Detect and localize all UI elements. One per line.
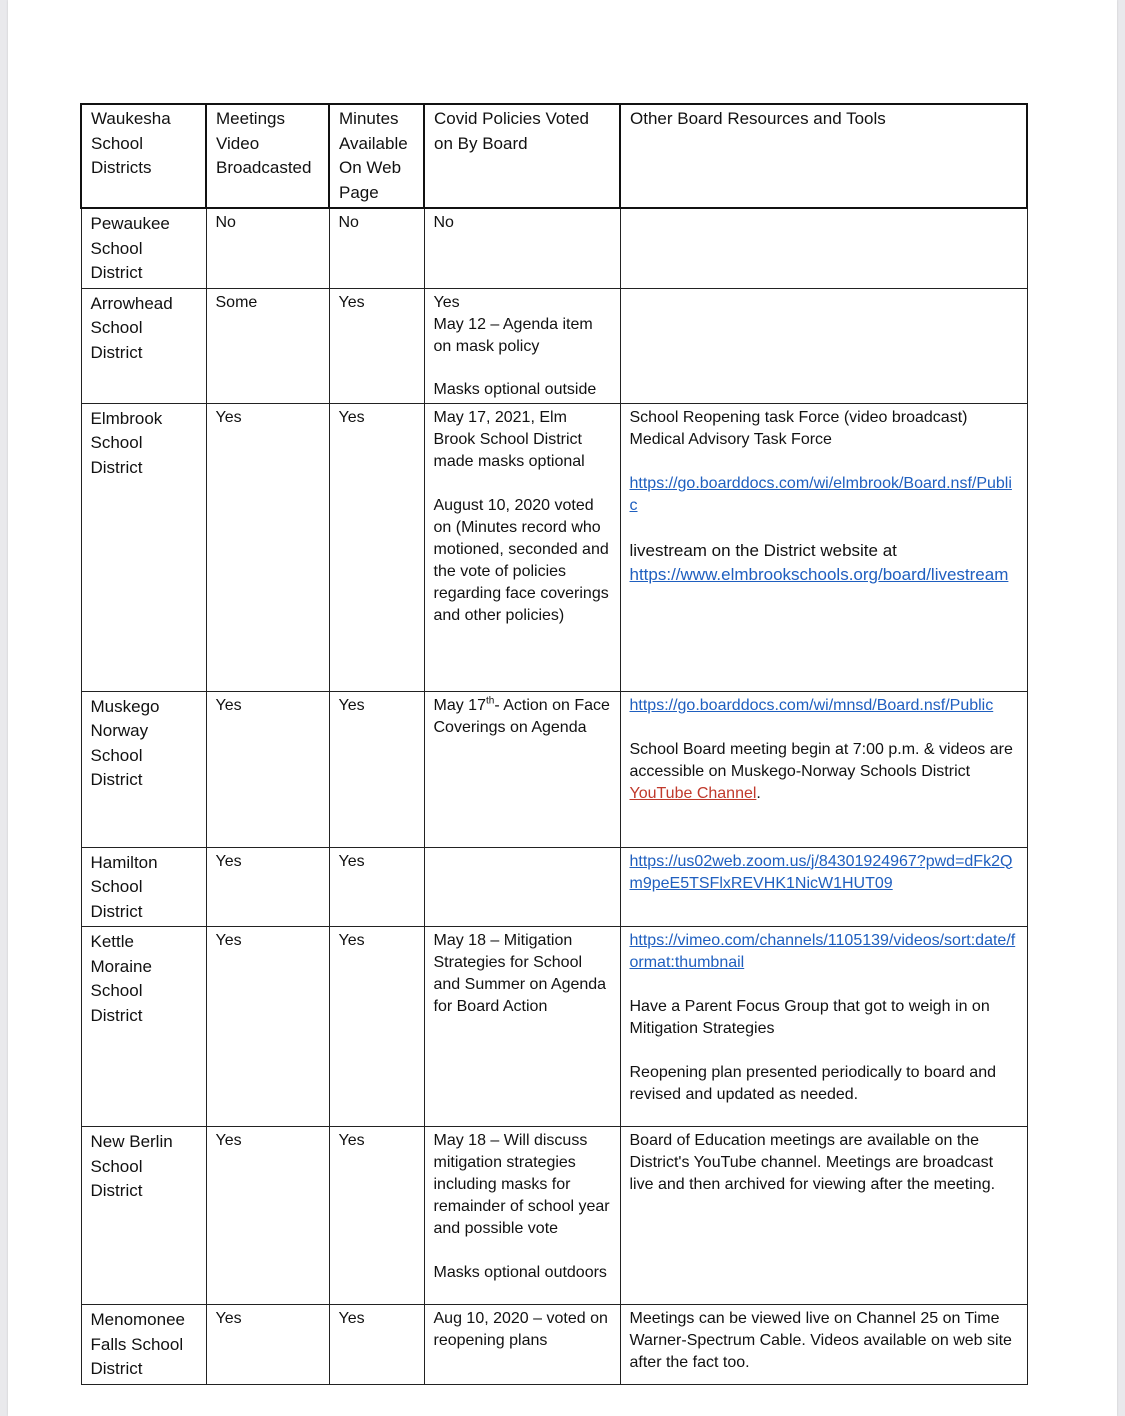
ordinal-suffix: th <box>485 695 495 707</box>
resource-text: Meetings can be viewed live on Channel 25 on Time Warner-Spectrum Cable. Videos available on web site after the fact too. <box>629 1310 1012 1371</box>
header-video: Meetings Video Broadcasted <box>206 104 329 208</box>
covid-text: May 17, 2021, Elm Brook School District made masks optional <box>433 408 585 470</box>
covid-text: August 10, 2020 voted on (Minutes record who motioned, seconded and the vote of policies regarding face coverings and other policies) <box>433 496 609 624</box>
resource-text: . <box>756 784 761 802</box>
minutes-cell: Yes <box>329 288 424 403</box>
livestream-link[interactable]: https://www.elmbrookschools.org/board/livestream <box>629 564 1009 584</box>
covid-text: Masks optional outdoors <box>433 1264 607 1281</box>
video-cell: Yes <box>206 927 329 1127</box>
resources-cell <box>620 1127 1027 1305</box>
video-cell: No <box>206 208 329 288</box>
covid-text: Yes <box>433 293 460 311</box>
table-row <box>81 288 1027 403</box>
header-resources: Other Board Resources and Tools <box>620 104 1027 208</box>
covid-text: May 12 – Agenda item on mask policy <box>433 315 593 355</box>
resources-cell <box>620 847 1027 927</box>
covid-cell <box>424 208 620 288</box>
document-page <box>8 0 1117 1416</box>
covid-text: May 18 – Mitigation Strategies for School and Summer on Agenda for Board Action <box>433 932 607 1015</box>
resource-text: Have a Parent Focus Group that got to weigh in on Mitigation Strategies <box>629 998 990 1037</box>
youtube-channel-link[interactable]: YouTube Channel <box>629 784 757 802</box>
covid-cell <box>424 1127 620 1305</box>
minutes-cell: Yes <box>329 847 424 927</box>
minutes-cell: Yes <box>329 403 424 691</box>
table-row <box>81 847 1027 927</box>
minutes-cell: Yes <box>329 1305 424 1385</box>
covid-cell <box>424 691 620 847</box>
video-cell: Yes <box>206 403 329 691</box>
resource-text: Reopening plan presented periodically to board and revised and updated as needed. <box>629 1064 996 1103</box>
resource-text: School Board meeting begin at 7:00 p.m. & videos are accessible on Muskego-Norway Schools District <box>629 740 1013 780</box>
minutes-cell: No <box>329 208 424 288</box>
covid-cell <box>424 288 620 403</box>
covid-text: - Action on Face Coverings on Agenda <box>433 696 610 736</box>
resources-cell <box>620 1305 1027 1385</box>
district-name: Muskego Norway School District <box>81 691 206 847</box>
minutes-cell: Yes <box>329 927 424 1127</box>
district-name: Arrowhead School District <box>81 288 206 403</box>
resources-cell <box>620 691 1027 847</box>
resource-text: livestream on the District website at <box>629 540 897 560</box>
header-covid: Covid Policies Voted on By Board <box>424 104 620 208</box>
district-name: Kettle Moraine School District <box>81 927 206 1127</box>
video-cell: Yes <box>206 847 329 927</box>
table-header-row <box>81 104 1027 208</box>
table-row <box>81 403 1027 691</box>
table-row <box>81 1305 1027 1385</box>
covid-text: Masks optional outside <box>433 380 597 398</box>
video-cell: Yes <box>206 1127 329 1305</box>
boarddocs-link[interactable]: https://go.boarddocs.com/wi/elmbrook/Board.nsf/Public <box>629 474 1012 514</box>
covid-cell <box>424 847 620 927</box>
school-district-table <box>80 103 1028 1385</box>
table-row <box>81 1127 1027 1305</box>
covid-cell <box>424 403 620 691</box>
minutes-cell: Yes <box>329 1127 424 1305</box>
video-cell: Yes <box>206 1305 329 1385</box>
resources-cell <box>620 208 1027 288</box>
vimeo-link[interactable]: https://vimeo.com/channels/1105139/videos/sort:date/format:thumbnail <box>629 932 1016 971</box>
covid-cell <box>424 1305 620 1385</box>
resources-cell <box>620 927 1027 1127</box>
district-name: Pewaukee School District <box>81 208 206 288</box>
district-name: New Berlin School District <box>81 1127 206 1305</box>
resources-cell <box>620 403 1027 691</box>
table-row <box>81 208 1027 288</box>
covid-text: No <box>433 214 454 231</box>
district-name: Menomonee Falls School District <box>81 1305 206 1385</box>
resource-text: Board of Education meetings are available on the District's YouTube channel. Meetings are broadcast live and then archived for viewing after the meeting. <box>629 1132 996 1193</box>
header-minutes: Minutes Available On Web Page <box>329 104 424 208</box>
table-row <box>81 927 1027 1127</box>
video-cell: Yes <box>206 691 329 847</box>
covid-text: May 18 – Will discuss mitigation strategies including masks for remainder of school year and possible vote <box>433 1132 610 1237</box>
boarddocs-link[interactable]: https://go.boarddocs.com/wi/mnsd/Board.nsf/Public <box>629 696 994 714</box>
resource-text: School Reopening task Force (video broadcast) <box>629 408 968 426</box>
covid-text: May 17 <box>433 696 486 714</box>
table-row <box>81 691 1027 847</box>
video-cell: Some <box>206 288 329 403</box>
minutes-cell: Yes <box>329 691 424 847</box>
resources-cell <box>620 288 1027 403</box>
district-name: Elmbrook School District <box>81 403 206 691</box>
covid-cell <box>424 927 620 1127</box>
district-name: Hamilton School District <box>81 847 206 927</box>
header-districts: Waukesha School Districts <box>81 104 206 208</box>
zoom-link[interactable]: https://us02web.zoom.us/j/84301924967?pwd=dFk2Qm9peE5TSFlxREVHK1NicW1HUT09 <box>629 852 1013 892</box>
resource-text: Medical Advisory Task Force <box>629 430 832 448</box>
covid-text: Aug 10, 2020 – voted on reopening plans <box>433 1310 608 1349</box>
